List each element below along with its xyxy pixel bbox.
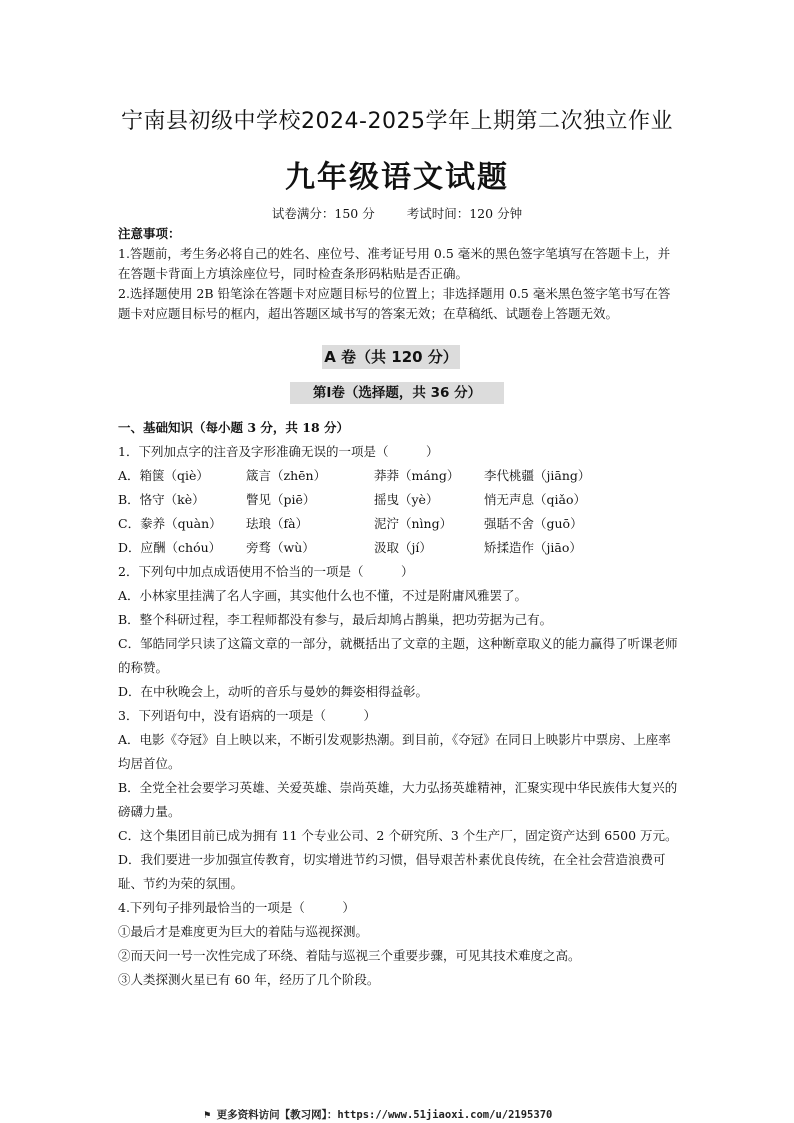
part-one-banner: 第Ⅰ卷（选择题，共 36 分） [290,382,504,404]
option-cell: B．恪守（kè） [118,492,205,507]
option-cell: 摇曳（yè） [374,492,439,507]
option-cell: 旁骛（wù） [246,540,315,555]
questions-body [118,416,680,992]
question-2-option: A．小林家里挂满了名人字画，其实他什么也不懂，不过是附庸风雅罢了。 [118,588,528,603]
option-cell: 悄无声息（qiǎo） [484,492,586,507]
flag-icon: ⚑ [204,1109,211,1121]
question-2-stem: 2．下列句中加点成语使用不恰当的一项是（ ） [118,564,414,579]
school-title: 宁南县初级中学校2024-2025学年上期第二次独立作业 [121,109,673,134]
option-cell: C．豢养（quàn） [118,516,222,531]
option-cell: 矫揉造作（jiāo） [484,540,582,555]
option-cell: 李代桃疆（jiāng） [484,468,591,483]
option-cell: A．箱箧（qiè） [118,468,209,483]
footer [204,1107,552,1122]
option-cell: 瞥见（piē） [246,492,316,507]
question-4-item: ①最后才是难度更为巨大的着陆与巡视探测。 [118,924,369,939]
note-item: 2.选择题使用 2B 铅笔涂在答题卡对应题目标号的位置上；非选择题用 0.5 毫米黑色签字笔书写在答题卡对应题目标号的框内，超出答题区域书写的答案无效；在草稿纸、试题卷上答题无效。 [118,286,671,321]
question-2-option: D．在中秋晚会上，动听的音乐与曼妙的舞姿相得益彰。 [118,684,429,699]
option-cell: 强聒不舍（guō） [484,516,583,531]
note-item: 1.答题前，考生务必将自己的姓名、座位号、准考证号用 0.5 毫米的黑色签字笔填写在答题卡上，并在答题卡背面上方填涂座位号，同时检查条形码粘贴是否正确。 [118,246,671,281]
question-4-item: ③人类探测火星已有 60 年，经历了几个阶段。 [118,972,380,987]
question-3-option: D．我们要进一步加强宣传教育，切实增进节约习惯，倡导艰苦朴素优良传统，在全社会营造浪费可耻、节约为荣的氛围。 [118,852,666,891]
question-3-stem: 3．下列语句中，没有语病的一项是（ ） [118,708,376,723]
question-3-option: C．这个集团目前已成为拥有 11 个专业公司、2 个研究所、3 个生产厂，固定资产达到 6500 万元。 [118,828,678,843]
exam-time: 考试时间：120 分钟 [406,206,523,221]
full-score: 试卷满分：150 分 [271,206,375,221]
option-cell: D．应酬（chóu） [118,540,222,555]
question-2-option: B．整个科研过程，李工程师都没有参与，最后却鸠占鹊巢，把功劳据为己有。 [118,612,553,627]
question-1-options [118,464,680,560]
question-4-item: ②而天问一号一次性完成了环绕、着陆与巡视三个重要步骤，可见其技术难度之高。 [118,948,581,963]
section-title: 一、基础知识（每小题 3 分，共 18 分） [118,420,350,435]
notes [118,224,678,324]
question-4-stem: 4.下列句子排列最恰当的一项是（ ） [118,900,355,915]
notes-heading: 注意事项： [118,226,181,241]
question-2-option: C．邹皓同学只读了这篇文章的一部分，就概括出了文章的主题，这种断章取义的能力赢得了听课老师的称赞。 [118,636,678,675]
exam-meta [0,204,794,222]
option-cell: 汲取（jí） [374,540,432,555]
question-1-stem: 1．下列加点字的注音及字形准确无误的一项是（ ） [118,444,439,459]
question-3-option: A．电影《夺冠》自上映以来，不断引发观影热潮。到目前，《夺冠》在同日上映影片中票房、上座率均居首位。 [118,732,671,771]
option-cell: 泥泞（nìng） [374,516,453,531]
footer-link[interactable]: 更多资料访问【教习网】：https://www.51jiaoxi.com/u/2195370 [216,1109,553,1121]
volume-a-banner: A 卷（共 120 分） [322,345,460,369]
exam-title: 九年级语文试题 [285,160,509,195]
question-3-option: B．全党全社会要学习英雄、关爱英雄、崇尚英雄，大力弘扬英雄精神，汇聚实现中华民族伟大复兴的磅礴力量。 [118,780,678,819]
option-cell: 珐琅（fà） [246,516,309,531]
option-cell: 箴言（zhēn） [246,468,327,483]
option-cell: 莽莽（máng） [374,468,460,483]
